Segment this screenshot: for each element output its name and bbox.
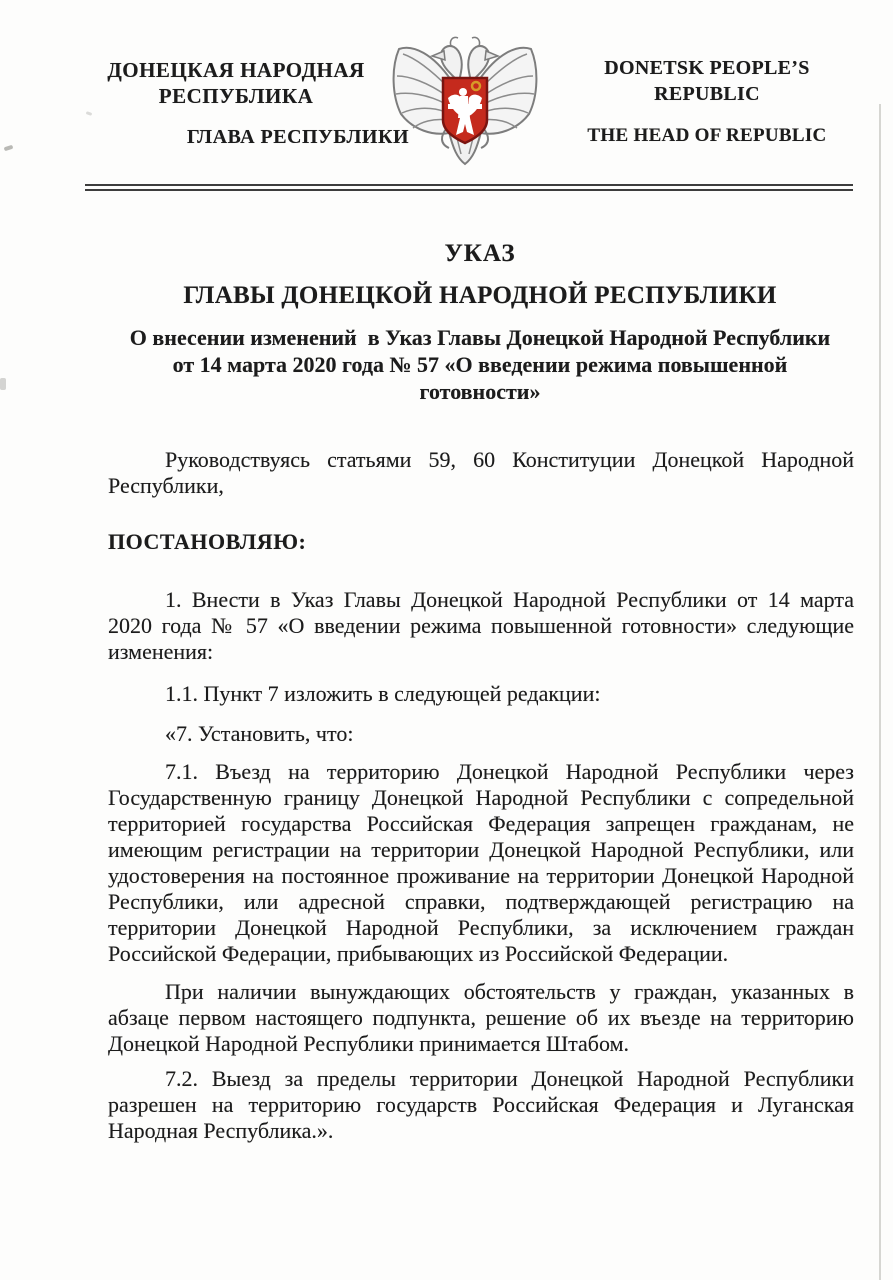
document-subject [80, 324, 880, 405]
header-dept-en: THE HEAD OF REPUBLIC [587, 125, 827, 146]
header-double-rule [85, 184, 853, 191]
header-org-name-en [588, 55, 826, 107]
document-body [108, 447, 854, 1144]
scan-speck [0, 378, 6, 390]
header-org-en-line1: DONETSK PEOPLE’S [604, 57, 810, 79]
header-dept-ru: ГЛАВА РЕСПУБЛИКИ [186, 126, 410, 148]
subject-line2: от 14 марта 2020 года № 57 «О введении режима повышенной [172, 352, 788, 377]
document-type-title: УКАЗ [444, 240, 516, 267]
body-paragraph-1-1: 1.1. Пункт 7 изложить в следующей редакции: [165, 681, 601, 706]
body-paragraph-7-1-note: При наличии вынуждающих обстоятельств у граждан, указанных в абзаце первом настоящего подпункта, решение об их въезде на территорию Донецкой Народной Республики принимается Штабом. [108, 979, 854, 1056]
header-org-ru-line2: РЕСПУБЛИКА [158, 84, 314, 108]
preamble-paragraph: Руководствуясь статьями 59, 60 Конституции Донецкой Народной Республики, [108, 447, 854, 498]
body-paragraph-7-1: 7.1. Въезд на территорию Донецкой Народной Республики через Государственную границу Донецкой Народной Республики с сопредельной территорией государства Российская Федерация запрещен гражданам, не имеющим регистрации на территории Донецкой Народной Республики, или удостоверения на постоянное проживание на территории Донецкой Народной Республики, или адресной справки, подтверждающей регистрацию на территории Донецкой Народной Республики, за исключением граждан Российской Федерации, прибывающих из Российской Федерации. [108, 759, 854, 966]
header-org-name-ru [100, 57, 372, 109]
document-title-block [80, 240, 880, 310]
document-issuer-title: ГЛАВЫ ДОНЕЦКОЙ НАРОДНОЙ РЕСПУБЛИКИ [183, 282, 777, 309]
subject-line1: О внесении изменений в Указ Главы Донецкой Народной Республики [129, 325, 831, 350]
resolution-word: ПОСТАНОВЛЯЮ: [108, 529, 307, 554]
header-org-en-line2: REPUBLIC [654, 83, 760, 105]
scan-speck [86, 111, 93, 116]
body-paragraph-7: «7. Установить, что: [165, 721, 354, 746]
body-paragraph-1: 1. Внести в Указ Главы Донецкой Народной Республики от 14 марта 2020 года № 57 «О введении режима повышенной готовности» следующие изменения: [108, 587, 854, 664]
body-paragraph-7-2: 7.2. Выезд за пределы территории Донецкой Народной Республики разрешен на территорию государств Российская Федерация и Луганская Народная Республика.». [108, 1066, 854, 1143]
header-org-ru-line1: ДОНЕЦКАЯ НАРОДНАЯ [107, 58, 365, 82]
dnr-coat-of-arms-emblem [391, 34, 539, 176]
subject-line3: готовности» [419, 379, 541, 404]
scan-speck [4, 145, 14, 152]
